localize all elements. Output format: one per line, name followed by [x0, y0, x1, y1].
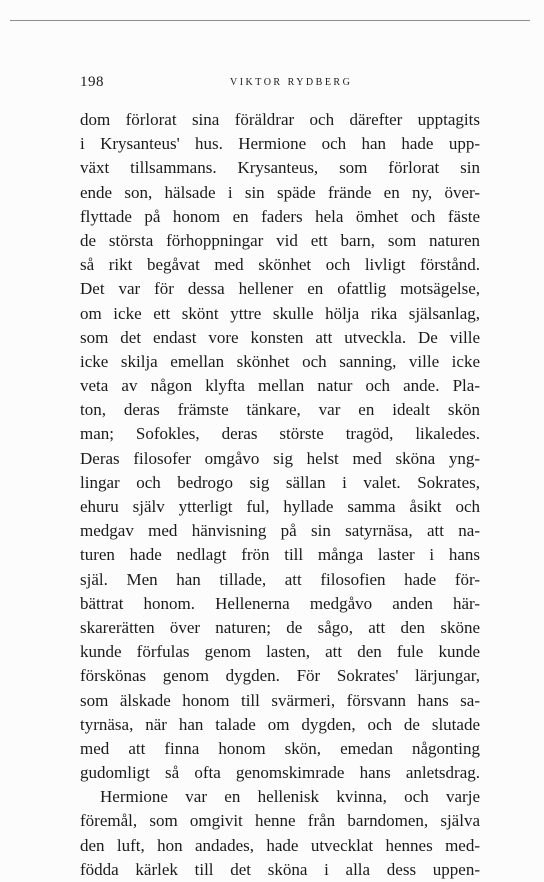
text-line: föremål, som omgivit henne från barndomen, själva — [80, 811, 480, 831]
text-line: växt tillsammans. Krysanteus, som förlorat sin — [80, 158, 480, 178]
text-line: skarerätten över naturen; de sågo, att den sköne — [80, 617, 480, 637]
text-line: flyttade på honom en faders hela ömhet och fäste — [80, 206, 480, 226]
text-line: födda kärlek till det sköna i alla dess uppen- — [80, 859, 480, 879]
text-line: om icke ett skönt yttre skulle hölja rika själsanlag, — [80, 303, 480, 323]
text-line: Det var för dessa hellener en ofattlig motsägelse, — [80, 279, 480, 299]
text-line: turen hade nedlagt frön till många laster i hans — [80, 545, 480, 565]
text-line: Deras filosofer omgåvo sig helst med sköna yng- — [80, 448, 480, 468]
text-line: de största förhoppningar vid ett barn, som naturen — [80, 230, 480, 250]
text-line: som älskade honom till svärmeri, försvann hans sa- — [80, 690, 480, 710]
text-line: lingar och bedrogo sig sällan i valet. Sokrates, — [80, 472, 480, 492]
text-line: i Krysanteus' hus. Hermione och han hade upp- — [80, 134, 480, 154]
text-line: man; Sofokles, deras störste tragöd, likaledes. — [80, 424, 480, 444]
body-text — [80, 108, 480, 882]
text-line: som det endast vore konsten att utveckla. De ville — [80, 327, 480, 347]
top-rule — [10, 20, 530, 21]
page-header — [80, 74, 480, 94]
page-number: 198 — [80, 74, 104, 90]
text-line: kunde förfulas genom lasten, att den fule kunde — [80, 642, 480, 662]
text-line: bättrat honom. Hellenerna medgåvo anden här- — [80, 593, 480, 613]
text-line: ehuru själv ytterligt ful, hyllade samma åsikt och — [80, 497, 480, 516]
text-line: med att finna honom skön, emedan någonting — [80, 738, 480, 758]
paragraph-first-line: Hermione var en hellenisk kvinna, och varje — [100, 787, 480, 807]
text-line: veta av någon klyfta mellan natur och ande. Pla- — [80, 376, 480, 396]
text-line: så rikt begåvat med skönhet och livligt förstånd. — [80, 255, 480, 275]
running-head: VIKTOR RYDBERG — [230, 77, 353, 88]
text-line: dom förlorat sina föräldrar och därefter upptagits — [80, 110, 480, 129]
text-line: tyrnäsa, när han talade om dygden, och de slutade — [80, 714, 480, 734]
text-line: ton, deras främste tänkare, var en idealt skön — [80, 400, 480, 420]
text-line: gudomligt så ofta genomskimrade hans anletsdrag. — [80, 763, 480, 783]
text-line: ende son, hälsade i sin späde frände en ny, över- — [80, 182, 480, 202]
text-line: icke skilja emellan skönhet och sanning, ville icke — [80, 351, 480, 371]
text-line: själ. Men han tillade, att filosofien hade för- — [80, 569, 480, 589]
text-line: den luft, hon andades, hade utvecklat hennes med- — [80, 835, 480, 855]
text-line: medgav med hänvisning på sin satyrnäsa, att na- — [80, 521, 480, 541]
text-line: förskönas genom dygden. För Sokrates' lärjungar, — [80, 666, 480, 686]
